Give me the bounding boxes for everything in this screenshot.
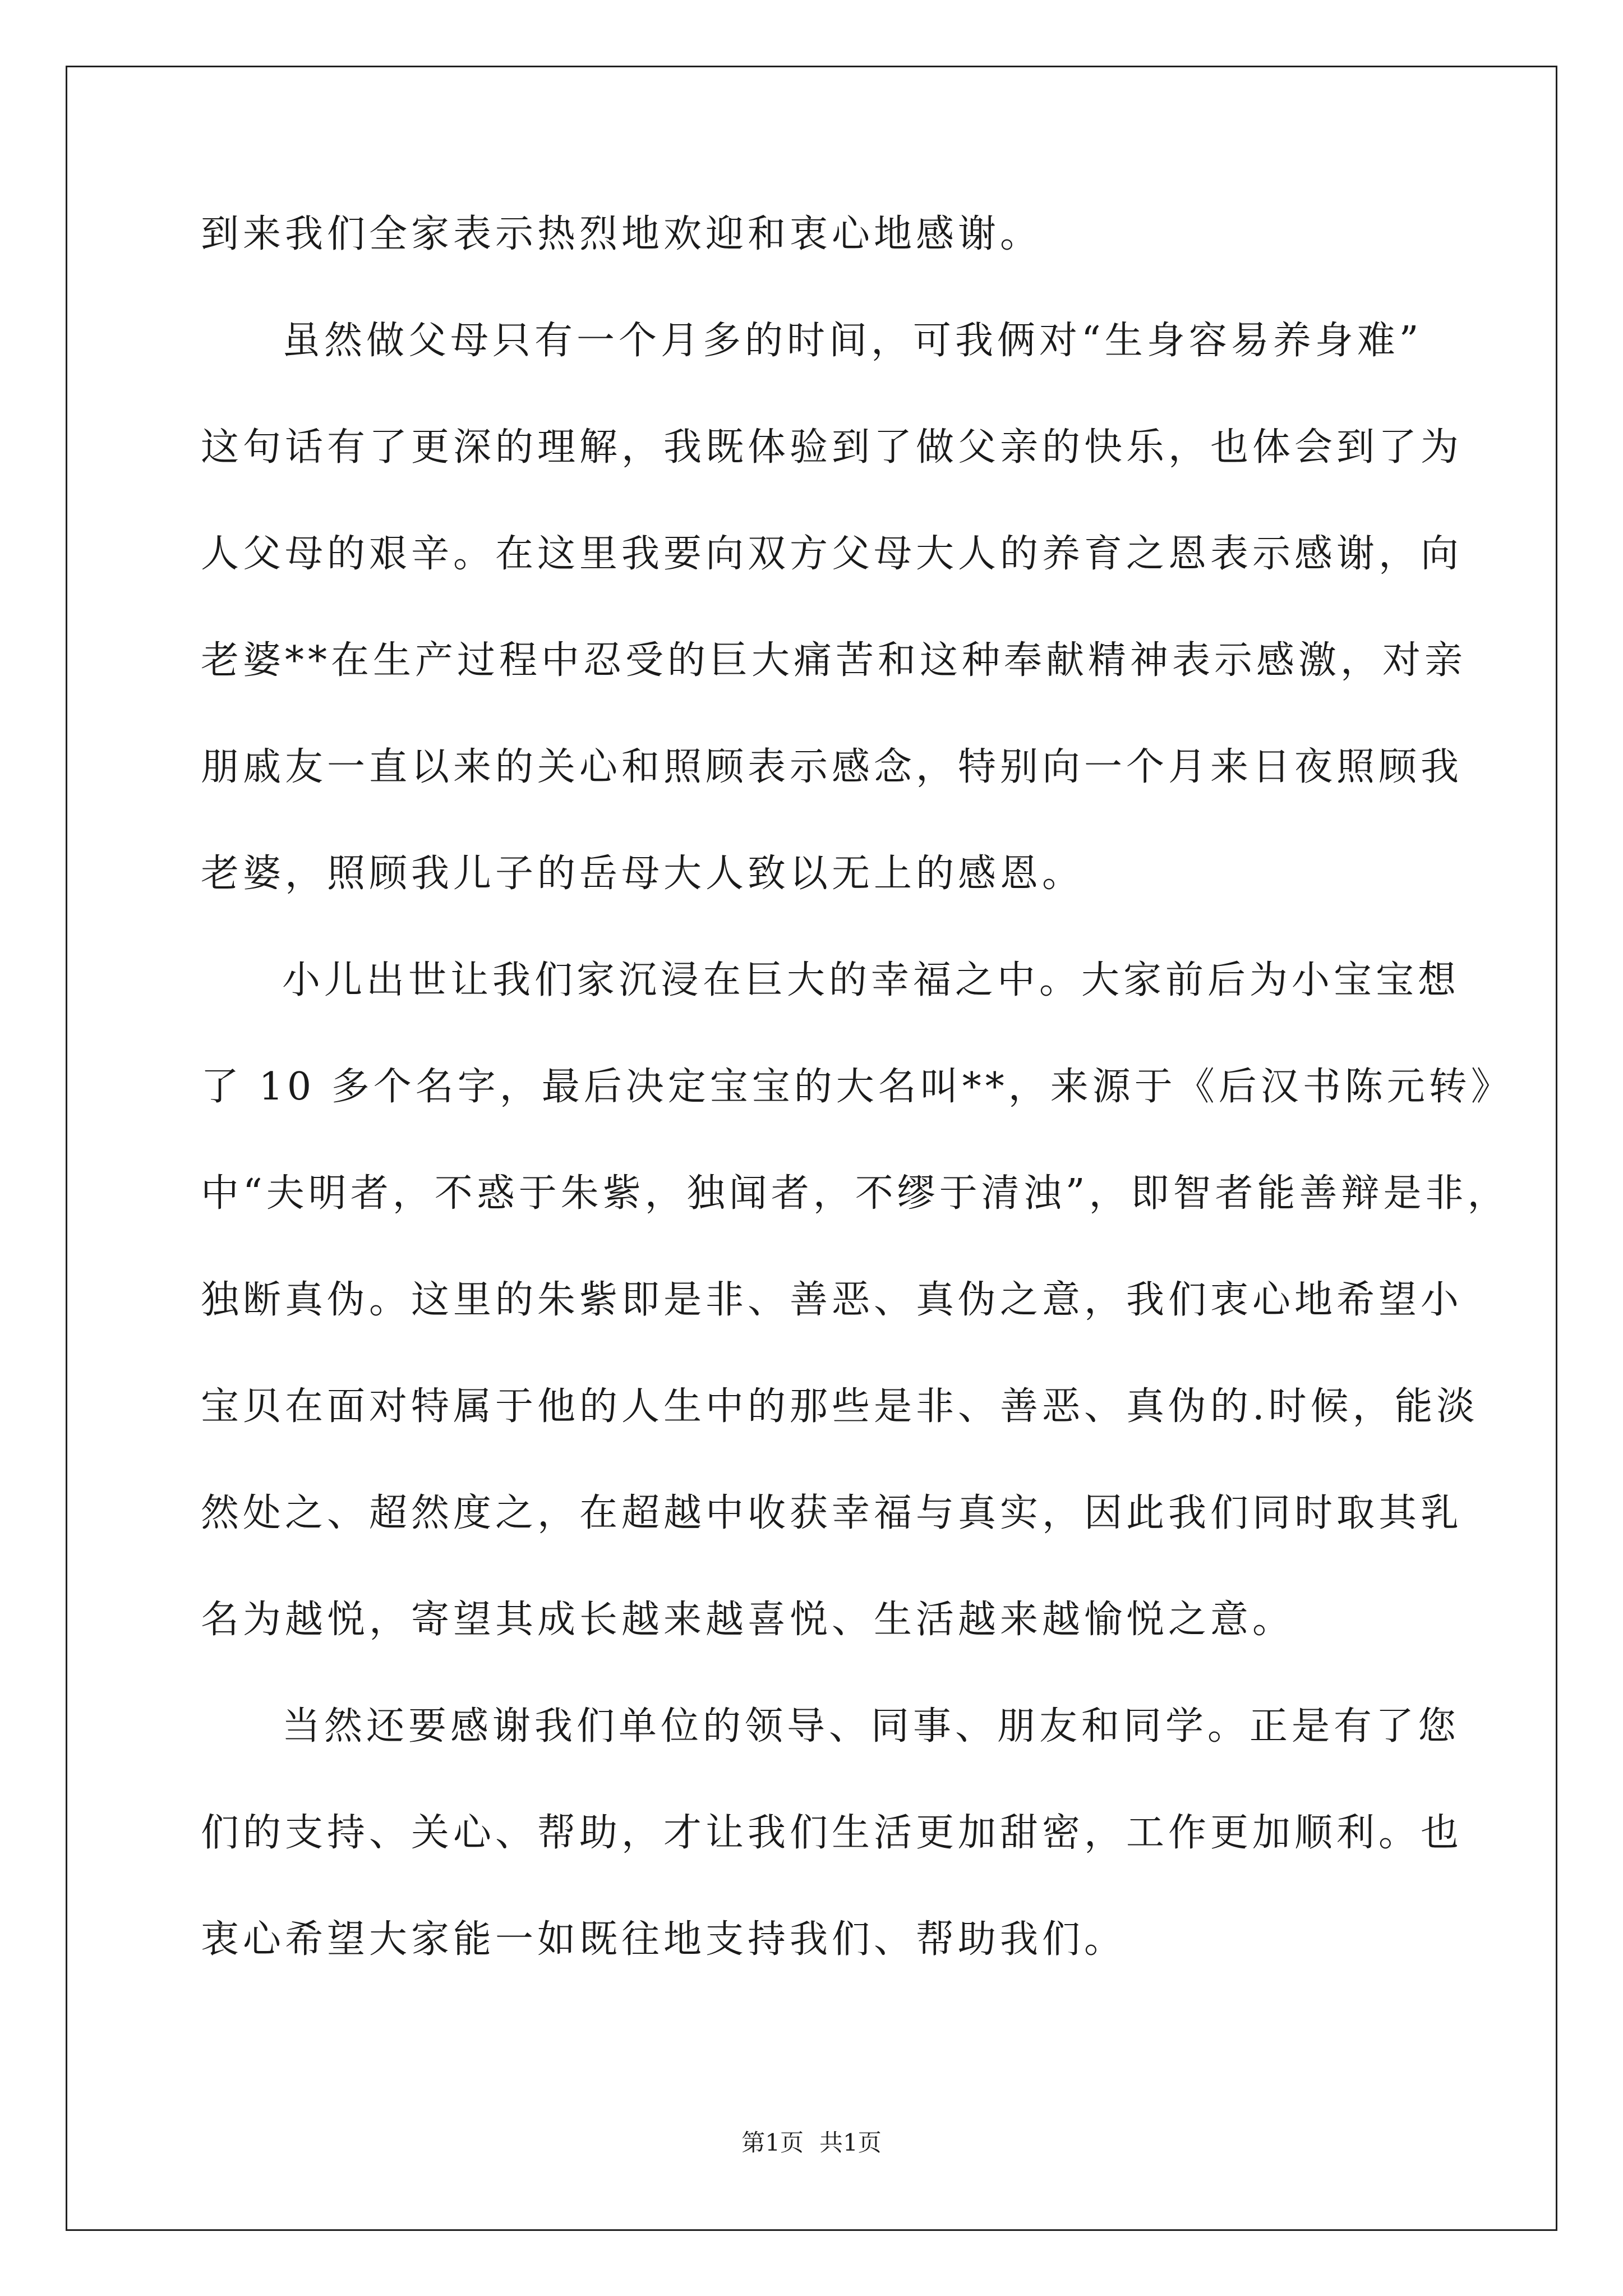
text-line: 到来我们全家表示热烈地欢迎和衷心地感谢。 [201, 212, 1043, 256]
page-number: 第1页 [741, 2129, 804, 2156]
page-border [66, 66, 1557, 2231]
text-line: 当然还要感谢我们单位的领导、同事、朋友和同学。正是有了您 [282, 1704, 1460, 1749]
text-line: 名为越悦，寄望其成长越来越喜悦、生活越来越愉悦之意。 [201, 1598, 1295, 1642]
text-line: 老婆，照顾我儿子的岳母大人致以无上的感恩。 [201, 852, 1085, 896]
page-count: 共1页 [819, 2129, 882, 2156]
text-line: 虽然做父母只有一个月多的时间，可我俩对“生身容易养身难” [282, 319, 1423, 363]
text-line: 人父母的艰辛。在这里我要向双方父母大人的养育之恩表示感谢，向 [201, 532, 1463, 576]
text-line: 们的支持、关心、帮助，才让我们生活更加甜密，工作更加顺利。也 [201, 1811, 1463, 1855]
text-line: 中“夫明者，不惑于朱紫，独闻者，不缪于清浊”，即智者能善辩是非， [201, 1171, 1510, 1216]
text-line: 这句话有了更深的理解，我既体验到了做父亲的快乐，也体会到了为 [201, 425, 1463, 470]
text-line: 朋戚友一直以来的关心和照顾表示感念，特别向一个月来日夜照顾我 [201, 745, 1463, 789]
text-line: 了 10 多个名字，最后决定宝宝的大名叫**，来源于《后汉书陈元转》 [201, 1065, 1513, 1109]
text-line: 老婆**在生产过程中忍受的巨大痛苦和这种奉献精神表示感激，对亲 [201, 638, 1467, 683]
text-line: 然处之、超然度之，在超越中收获幸福与真实，因此我们同时取其乳 [201, 1491, 1463, 1535]
text-line: 宝贝在面对特属于他的人生中的那些是非、善恶、真伪的.时候，能淡 [201, 1384, 1479, 1429]
text-line: 衷心希望大家能一如既往地支持我们、帮助我们。 [201, 1917, 1127, 1962]
text-line: 独断真伪。这里的朱紫即是非、善恶、真伪之意，我们衷心地希望小 [201, 1278, 1463, 1322]
text-line: 小儿出世让我们家沉浸在巨大的幸福之中。大家前后为小宝宝想 [282, 958, 1460, 1002]
page-footer [0, 2126, 1623, 2160]
